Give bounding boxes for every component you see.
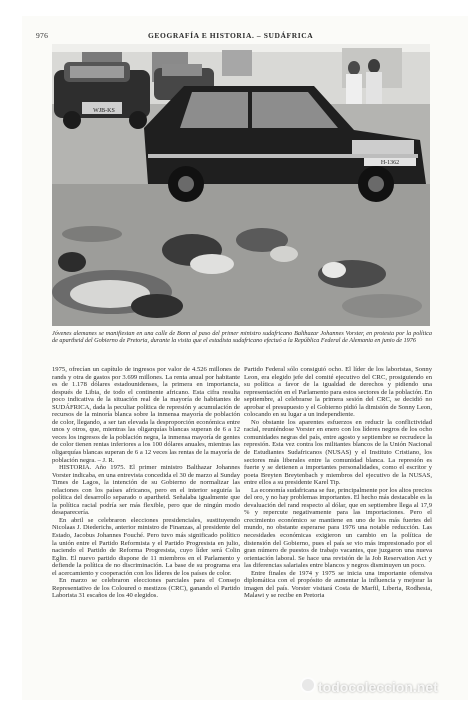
paragraph: En abril se celebraron elecciones presidenciales, sustituyendo Nicolaas J. Diederichs, anterior ministro de Finanzas, al presidente del Estado, Jacobus Johannes Fouché. Pero tuvo más significado político la unión entre el Partido Reformista y el Partido Progresista en julio, naciendo el Partido de Reforma Progresista, cuyo líder será Colin Eglin. El nuevo partido dispone de 11 miembros en el Parlamento y defiende la política de no discriminación. La base de su programa era el acercamiento y cooperación con los líderes de los países de color.	[52, 516, 240, 577]
paragraph: La economía sudafricana se fue, principalmente por los altos precios del oro, y no hay problemas importantes. El hecho más destacable es la devaluación del rand respecto al dólar, que en septiembre llega al 17,9 % y repercute negativamente para las importaciones. Pero el crecimiento económico se mantiene en uno de los más fuertes del mundo, no obstante esperarse para 1976 una notable reducción. Las necesidades económicas exigieron un cambio en la política de distensión del Gobierno, pues el país se vio más impresionado por el gran número de puestos de trabajo vacantes, que juzgaron una nueva orientación laboral. Se hace una revisión de la Job Reservation Act y las diferencias salariales entre blancos y negros disminuyen un poco.	[244, 486, 432, 570]
article-column-left	[52, 366, 240, 688]
watermark-text: todocoleccion.net	[318, 679, 438, 695]
paragraph: Partido Federal sólo consiguió ocho. El líder de los laboristas, Sonny Leon, era elegido jefe del comité ejecutivo del CRC, prosiguiendo en su política a favor de la igualdad de derechos y pidiendo una representación en el Parlamento para estos sectores de la población. En septiembre, al celebrarse la primera sesión del CRC, se decidió no aprobar el presupuesto y el Gobierno pidió la dimisión de Sonny Leon, colocando en su lugar a un independiente.	[244, 366, 432, 419]
running-title: GEOGRAFÍA E HISTORIA. – SUDÁFRICA	[148, 31, 314, 40]
news-photo	[52, 44, 430, 326]
plate-right-text: H-1362	[380, 160, 400, 166]
page-header	[36, 28, 436, 42]
paragraph: Entre finales de 1974 y 1975 se inicia una importante ofensiva diplomática con el propósito de aumentar la influencia y mejorar la imagen del país. Vorster visitará Costa de Marfil, Liberia, Rodhesia, Malawi y se recibe en Pretoria	[244, 569, 432, 600]
paragraph: HISTORIA. Año 1975. El primer ministro Balthazar Johannes Vorster indicaba, en una entrevista concedida el 30 de marzo al Sunday Times de Lagos, la intención de su Gobierno de normalizar las relaciones con los países africanos, pero en el interior seguiría la política del desarrollo separado o apartheid. Señalaba igualmente que la política racial podría ser más flexible, pero que de ningún modo desaparecería.	[52, 464, 240, 517]
paragraph: 1975, ofrecían un capítulo de ingresos por valor de 4.526 millones de rands y otra de gastos por 3.699 millones. La renta anual por habitante es de 1.178 dólares estadounidenses, la primera en importancia, después de Libia, de todo el continente africano. Esta cifra resulta poco indicativa de la situación real de la mayoría de habitantes de SUDÁFRICA, dada la peculiar política de represión y acumulación de recursos de la minoría blanca sobre la inmensa mayoría de población de color, llegando, a ser tan elevada la desproporción económica entre unos y otros, que, mientras las oligarquías blancas superan de 6 a 12 veces los ingresos de la población negra, la inmensa mayoría de gentes de color tienen rentas inferiores a los 100 dólares anuales, mientras las oligarquías blancas superan de 6 a 12 veces las rentas de la mayoría de población negra. – J. R.	[52, 366, 240, 464]
watermark-logo-icon	[300, 677, 316, 693]
paragraph: No obstante los aparentes esfuerzos en reducir la conflictividad racial, reuniéndose Vorster en enero con los líderes negros de los ocho comunidades negras del país, entre agosto y septiembre se recrudece la represión. Esta vez contra los militantes blancos de la Unión Nacional de Estudiantes Sudafricanos (NUSAS) y el Instituto Cristiano, los sectores más liberales entre la comunidad blanca. La represión es fuerte y se detienen a importantes personalidades, como el escritor y poeta Breyten Breytenbach y miembros del ejecutivo de la NUSAS, entre ellos a su presidente Karel Tip.	[244, 418, 432, 487]
paragraph: En marzo se celebraron elecciones parciales para el Consejo Representativo de los Coloured o mestizos (CRC), ganando el Partido Laborista 31 escaños de los 40 elegidos.	[52, 577, 240, 600]
article-column-right	[244, 366, 432, 688]
watermark	[300, 677, 470, 693]
plate-left-text: WJB-KS	[93, 108, 115, 114]
photo-illustration	[52, 44, 430, 326]
photo-caption: Jóvenes alemanes se manifiestan en una calle de Bonn al paso del primer ministro sudafricano Balthazar Johannes Vorster, en protesta por la política de apartheid del Gobierno de Pretoria, durante la visita que el estadista sudafricano efectuó a la República Federal de Alemania en junio de 1976	[52, 330, 432, 345]
page-number: 976	[36, 31, 49, 40]
